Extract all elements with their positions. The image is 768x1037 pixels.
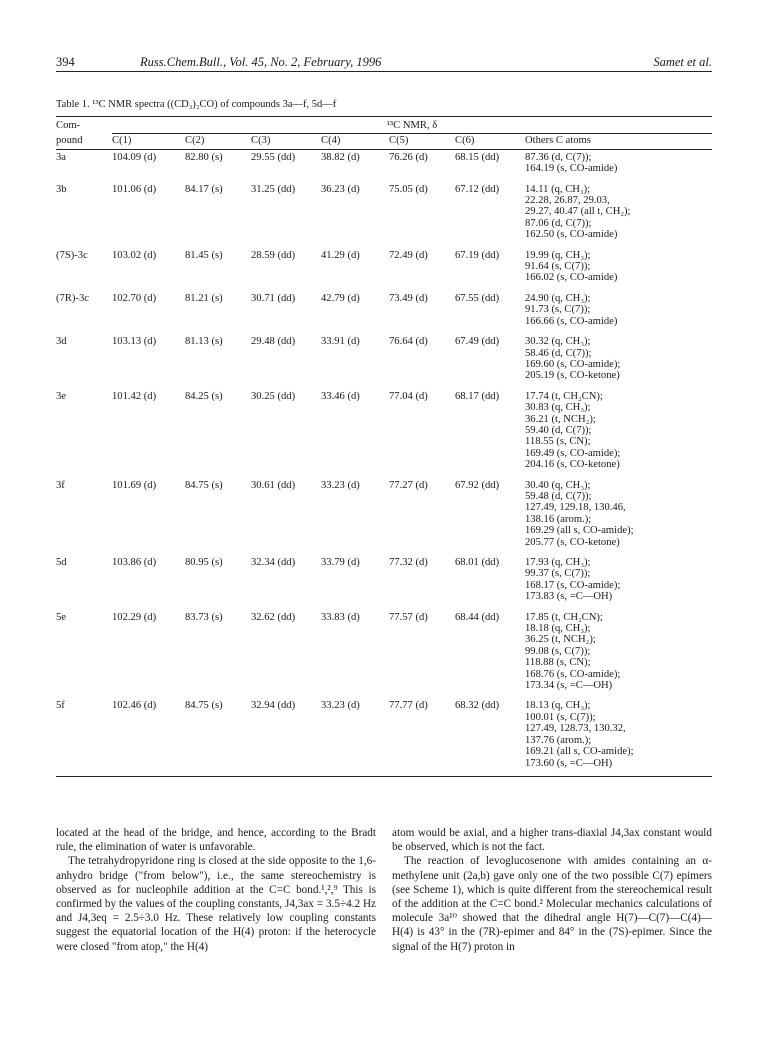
body-column-left: [56, 826, 376, 954]
others-line: 205.19 (s, CO-ketone): [525, 370, 620, 382]
compound-label: 3f: [56, 479, 65, 491]
nmr-table: [56, 116, 712, 777]
compound-label: 3d: [56, 336, 67, 348]
shift-cell-c1: 102.29 (d): [112, 611, 157, 623]
shift-cell-c6: 67.55 (dd): [455, 292, 500, 304]
table-row: [56, 334, 712, 389]
shift-cell-c2: 84.75 (s): [185, 700, 223, 712]
shift-cell-c2: 81.21 (s): [185, 292, 223, 304]
compound-header-bottom: pound: [56, 134, 112, 149]
others-cell: [525, 610, 712, 699]
others-line: 99.37 (s, C(7));: [525, 568, 591, 580]
shift-cell-c3: 28.59 (dd): [251, 249, 296, 261]
others-line: 118.88 (s, CN);: [525, 657, 591, 669]
compound-cell: [56, 698, 112, 776]
shift-cell-c5: 77.04 (d): [389, 390, 428, 402]
shift-cell-c2: 80.95 (s): [185, 557, 223, 568]
paragraph: The reaction of levoglucosenone with amides containing an α-methylene unit (2a,b) gave only one of the two possible C(7) epimers (see Scheme 1), which is quite different from the stereochemical result of the addition at the C=C bond.² Molecular mechanics calculations of molecule 3a¹⁰ showed that the dihedral angle H(7)—C(7)—C(4)—H(4) is 43° in the (7R)-epimer and 84° in the (7S)-epimer. Since the signal of the H(7) proton in: [392, 855, 712, 953]
body-column-right: [392, 826, 712, 954]
others-line: 127.49, 128.73, 130.32,: [525, 723, 626, 735]
others-line: 30.83 (q, CH₃);: [525, 402, 591, 414]
others-line: 30.32 (q, CH₃);: [525, 336, 591, 348]
others-line: 169.29 (all s, CO-amide);: [525, 525, 634, 537]
others-line: 18.13 (q, CH₃);: [525, 700, 591, 712]
others-line: 173.34 (s, =C—OH): [525, 680, 613, 692]
others-line: 17.74 (t, CH₂CN);: [525, 390, 603, 402]
paragraph: The tetrahydropyridone ring is closed at the side opposite to the 1,6-anhydro bridge ("from below"), i.e., the same stereochemistry is observed as for nucleophile addition at the C=C bond.¹,²,⁹ This is confirmed by the values of the coupling constants, J4,3ax = 3.5÷4.2 Hz and J4,3eq = 2.5÷3.0 Hz. These relatively low coupling constants suggest the equatorial location of the H(4) proton: if the heterocycle were closed "from atop," the H(4): [56, 855, 376, 953]
compound-label: 3a: [56, 151, 66, 163]
shift-cell-c3: 29.48 (dd): [251, 336, 296, 348]
others-line: 169.49 (s, CO-amide);: [525, 447, 621, 459]
col-header: C(2): [185, 134, 251, 149]
others-line: 137.76 (arom.);: [525, 734, 592, 746]
shift-cell-c1: 104.09 (d): [112, 151, 157, 163]
others-line: 58.46 (d, C(7));: [525, 347, 592, 359]
table-row: [56, 555, 712, 610]
table-row: [56, 149, 712, 181]
shift-cell-c3: 32.62 (dd): [251, 611, 296, 623]
shift-cell-c5: 72.49 (d): [389, 249, 428, 261]
compound-cell: [56, 389, 112, 478]
shift-cell-c6: 67.92 (dd): [455, 479, 500, 491]
others-line: 59.40 (d, C(7));: [525, 424, 592, 436]
shift-cell-c1: 102.70 (d): [112, 292, 157, 304]
compound-header-top: Com-: [56, 120, 81, 131]
others-line: 17.93 (q, CH₃);: [525, 557, 591, 568]
others-line: 205.77 (s, CO-ketone): [525, 536, 620, 548]
shift-cell-c4: 42.79 (d): [321, 292, 360, 304]
others-line: 29.27, 40.47 (all t, CH₂);: [525, 206, 631, 218]
shift-cell-c1: 103.02 (d): [112, 249, 157, 261]
shift-cell-c5: 77.77 (d): [389, 700, 428, 712]
others-cell: [525, 698, 712, 776]
shift-cell-c1: 103.86 (d): [112, 557, 157, 568]
compound-label: 3e: [56, 390, 66, 402]
shift-cell-c1: 102.46 (d): [112, 700, 157, 712]
paragraph: atom would be axial, and a higher trans-diaxial J4,3ax constant would be observed, which is not the fact.: [392, 827, 712, 854]
compound-label: 3c: [77, 249, 88, 261]
compound-label: 5d: [56, 557, 67, 568]
shift-cell-c3: 30.71 (dd): [251, 292, 296, 304]
shift-cell-c4: 33.23 (d): [321, 479, 360, 491]
others-cell: [525, 182, 712, 248]
others-line: 164.19 (s, CO-amide): [525, 163, 618, 175]
shift-cell-c6: 68.32 (dd): [455, 700, 500, 712]
col-header: C(6): [455, 134, 525, 149]
compound-cell: [56, 334, 112, 389]
shift-cell-c3: 32.94 (dd): [251, 700, 296, 712]
others-line: 138.16 (arom.);: [525, 513, 592, 525]
compound-cell: [56, 182, 112, 248]
table-row: [56, 389, 712, 478]
shift-cell-c3: 30.61 (dd): [251, 479, 296, 491]
others-cell: [525, 291, 712, 334]
stereo-prefix: (7S)-: [56, 249, 78, 261]
shift-cell-c5: 77.57 (d): [389, 611, 428, 623]
others-line: 59.48 (d, C(7));: [525, 490, 592, 502]
compound-cell: [56, 248, 112, 291]
others-cell: [525, 149, 712, 181]
others-cell: [525, 248, 712, 291]
others-line: 162.50 (s, CO-amide): [525, 229, 618, 241]
others-cell: [525, 389, 712, 478]
shift-cell-c3: 31.25 (dd): [251, 183, 296, 195]
compound-cell: [56, 478, 112, 555]
others-line: 87.06 (d, C(7));: [525, 217, 592, 229]
table-row: [56, 248, 712, 291]
others-line: 36.21 (t, NCH₂);: [525, 413, 596, 425]
col-header: Others C atoms: [525, 134, 712, 149]
others-line: 169.21 (all s, CO-amide);: [525, 746, 634, 758]
shift-cell-c6: 68.01 (dd): [455, 557, 500, 568]
shift-cell-c6: 68.15 (dd): [455, 151, 500, 163]
page-number: 394: [56, 55, 75, 69]
shift-cell-c5: 77.32 (d): [389, 557, 428, 568]
shift-cell-c4: 33.23 (d): [321, 700, 360, 712]
compound-cell: [56, 149, 112, 181]
compound-cell: [56, 291, 112, 334]
others-line: 166.02 (s, CO-amide): [525, 272, 618, 284]
others-line: 19.99 (q, CH₃);: [525, 249, 591, 261]
compound-label: 3c: [78, 292, 89, 304]
others-line: 204.16 (s, CO-ketone): [525, 459, 620, 471]
table-row: [56, 610, 712, 699]
compound-label: 5e: [56, 611, 66, 623]
shift-cell-c2: 84.25 (s): [185, 390, 223, 402]
others-line: 30.40 (q, CH₃);: [525, 479, 591, 491]
shift-cell-c4: 33.46 (d): [321, 390, 360, 402]
shift-cell-c5: 76.64 (d): [389, 336, 428, 348]
shift-cell-c1: 101.06 (d): [112, 183, 157, 195]
shift-cell-c2: 84.75 (s): [185, 479, 223, 491]
others-line: 17.85 (t, CH₂CN);: [525, 611, 603, 623]
shift-cell-c1: 103.13 (d): [112, 336, 157, 348]
shift-cell-c4: 36.23 (d): [321, 183, 360, 195]
table-row: [56, 182, 712, 248]
shift-cell-c2: 81.13 (s): [185, 336, 223, 348]
others-line: 166.66 (s, CO-amide): [525, 315, 618, 327]
authors: Samet et al.: [653, 55, 712, 69]
compound-label: 3b: [56, 183, 67, 195]
nmr-group-header: ¹³C NMR, δ: [112, 117, 712, 134]
others-line: 24.90 (q, CH₃);: [525, 292, 591, 304]
shift-cell-c6: 67.19 (dd): [455, 249, 500, 261]
shift-cell-c2: 81.45 (s): [185, 249, 223, 261]
shift-cell-c2: 82.80 (s): [185, 151, 223, 163]
others-line: 169.60 (s, CO-amide);: [525, 358, 621, 370]
col-header: C(4): [321, 134, 389, 149]
others-line: 127.49, 129.18, 130.46,: [525, 502, 626, 514]
others-line: 173.83 (s, =C—OH): [525, 591, 613, 603]
others-line: 173.60 (s, =C—OH): [525, 757, 613, 769]
others-line: 168.76 (s, CO-amide);: [525, 668, 621, 680]
others-line: 100.01 (s, C(7));: [525, 711, 596, 723]
journal-citation: Russ.Chem.Bull., Vol. 45, No. 2, February, 1996: [140, 55, 382, 69]
paragraph: located at the head of the bridge, and hence, according to the Bradt rule, the elimination of water is unfavorable.: [56, 827, 376, 854]
others-line: 14.11 (q, CH₃);: [525, 183, 591, 195]
others-line: 18.18 (q, CH₃);: [525, 623, 591, 635]
shift-cell-c1: 101.42 (d): [112, 390, 157, 402]
compound-cell: [56, 555, 112, 610]
others-line: 22.28, 26.87, 29.03,: [525, 195, 610, 207]
shift-cell-c4: 41.29 (d): [321, 249, 360, 261]
others-cell: [525, 334, 712, 389]
others-line: 168.17 (s, CO-amide);: [525, 579, 621, 591]
shift-cell-c5: 76.26 (d): [389, 151, 428, 163]
others-line: 91.73 (s, C(7));: [525, 304, 591, 316]
shift-cell-c4: 38.82 (d): [321, 151, 360, 163]
shift-cell-c2: 83.73 (s): [185, 611, 223, 623]
others-line: 36.25 (t, NCH₂);: [525, 634, 596, 646]
shift-cell-c2: 84.17 (s): [185, 183, 223, 195]
shift-cell-c4: 33.83 (d): [321, 611, 360, 623]
col-header: C(1): [112, 134, 185, 149]
shift-cell-c5: 73.49 (d): [389, 292, 428, 304]
others-line: 118.55 (s, CN);: [525, 436, 591, 448]
others-line: 99.08 (s, C(7));: [525, 645, 591, 657]
table-row: [56, 698, 712, 776]
shift-cell-c6: 67.12 (dd): [455, 183, 500, 195]
shift-cell-c3: 32.34 (dd): [251, 557, 296, 568]
running-header: [56, 55, 712, 72]
shift-cell-c3: 30.25 (dd): [251, 390, 296, 402]
table-row: [56, 478, 712, 555]
table-caption: Table 1. ¹³C NMR spectra ((CD₃)₂CO) of compounds 3a—f, 5d—f: [56, 99, 337, 110]
shift-cell-c6: 68.17 (dd): [455, 390, 500, 402]
shift-cell-c6: 67.49 (dd): [455, 336, 500, 348]
col-header: C(3): [251, 134, 321, 149]
shift-cell-c6: 68.44 (dd): [455, 611, 500, 623]
shift-cell-c3: 29.55 (dd): [251, 151, 296, 163]
others-line: 91.64 (s, C(7));: [525, 261, 591, 273]
compound-label: 5f: [56, 700, 65, 712]
others-cell: [525, 478, 712, 555]
shift-cell-c1: 101.69 (d): [112, 479, 157, 491]
shift-cell-c5: 75.05 (d): [389, 183, 428, 195]
shift-cell-c4: 33.79 (d): [321, 557, 360, 568]
others-cell: [525, 555, 712, 610]
shift-cell-c4: 33.91 (d): [321, 336, 360, 348]
table-row: [56, 291, 712, 334]
col-header: C(5): [389, 134, 455, 149]
shift-cell-c5: 77.27 (d): [389, 479, 428, 491]
others-line: 87.36 (d, C(7));: [525, 151, 592, 163]
stereo-prefix: (7R)-: [56, 292, 79, 304]
compound-cell: [56, 610, 112, 699]
